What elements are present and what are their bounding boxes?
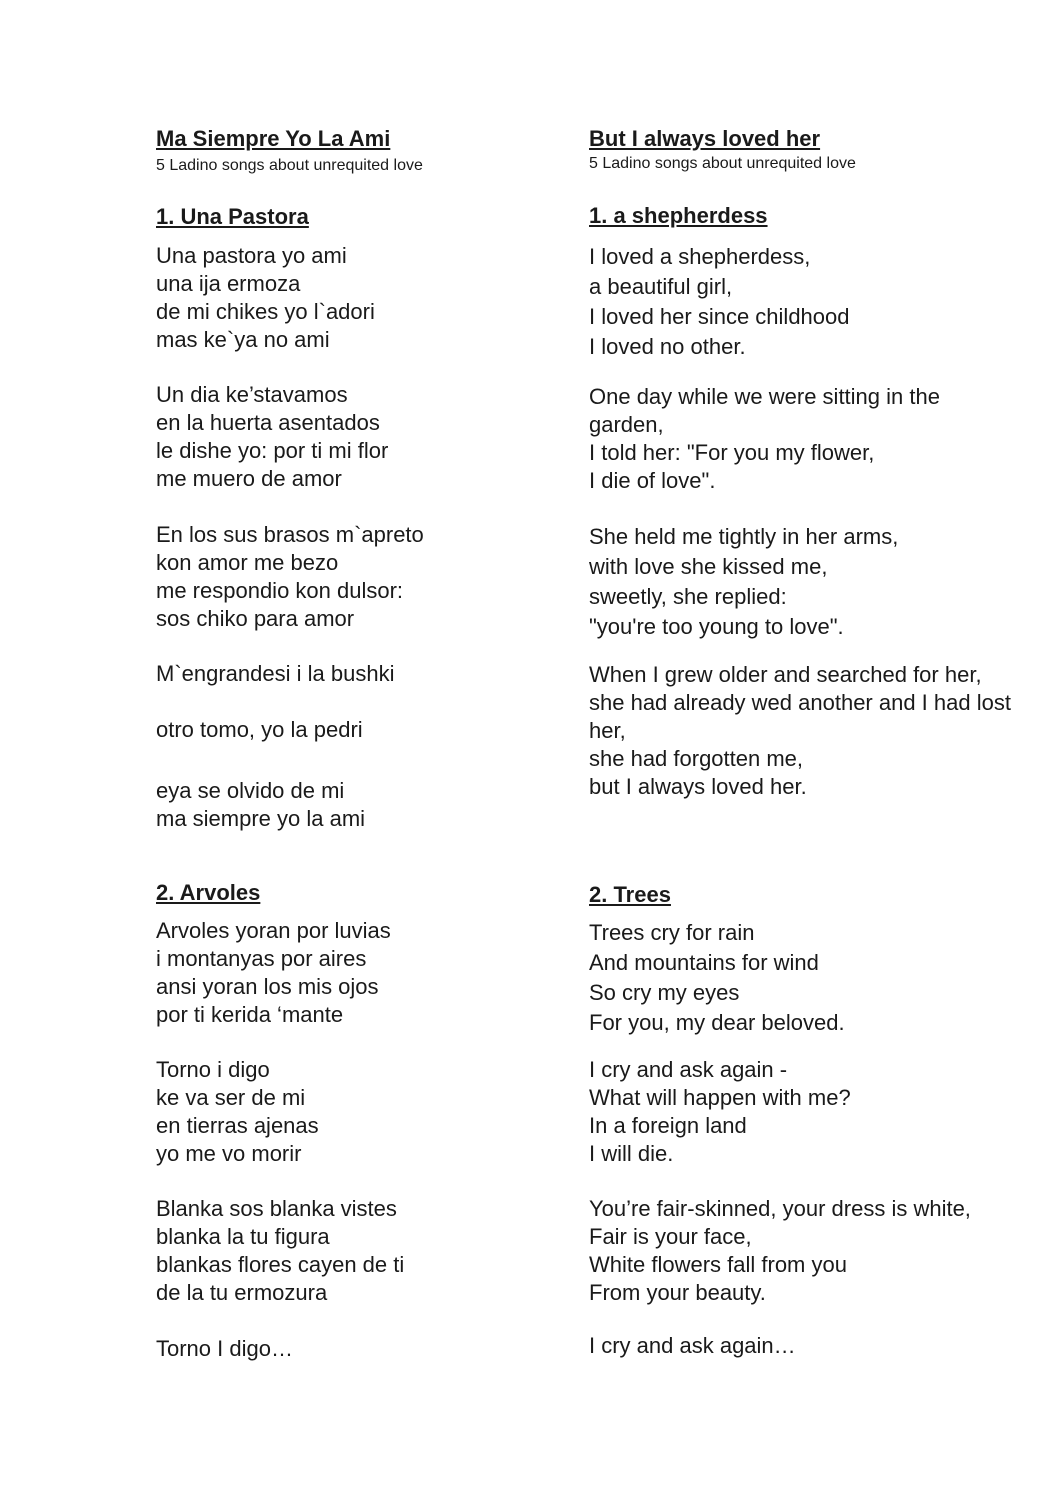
lyric-line: ke va ser de mi	[156, 1085, 306, 1110]
ladino-song2-stanza-3	[156, 1195, 404, 1307]
lyric-line: In a foreign land	[589, 1113, 747, 1138]
ladino-song2-stanza-4	[156, 1335, 293, 1363]
english-song2-stanza-1	[589, 918, 845, 1038]
lyric-line: i montanyas por aires	[156, 946, 367, 971]
lyric-line: sos chiko para amor	[156, 606, 355, 631]
ladino-song1-heading: 1. Una Pastora	[156, 204, 309, 229]
lyric-line: I loved her since childhood	[589, 304, 850, 329]
lyric-line: One day while we were sitting in the garden,	[589, 384, 940, 437]
lyric-line: En los sus brasos m`apreto	[156, 522, 424, 547]
lyric-line: I loved no other.	[589, 334, 746, 359]
lyric-line: she had already wed another and I had lost her,	[589, 690, 1011, 743]
lyric-line: I will die.	[589, 1141, 674, 1166]
lyric-line: Trees cry for rain	[589, 920, 755, 945]
ladino-song1-stanza-2	[156, 381, 388, 493]
lyric-line: kon amor me bezo	[156, 550, 339, 575]
ladino-song1-stanza-6	[156, 777, 365, 833]
ladino-song1-stanza-5	[156, 716, 363, 744]
ladino-song1-stanza-1	[156, 242, 375, 354]
lyric-line: Arvoles yoran por luvias	[156, 918, 391, 943]
lyric-line: When I grew older and searched for her,	[589, 662, 982, 687]
lyric-line: I cry and ask again -	[589, 1057, 788, 1082]
lyric-line: I cry and ask again…	[589, 1333, 796, 1358]
ladino-song2-heading: 2. Arvoles	[156, 880, 261, 905]
lyric-line: de la tu ermozura	[156, 1280, 328, 1305]
english-song2-stanza-2	[589, 1056, 851, 1168]
lyric-line: Torno I digo…	[156, 1336, 293, 1361]
lyric-line: ma siempre yo la ami	[156, 806, 366, 831]
lyric-line: una ija ermoza	[156, 271, 301, 296]
lyric-line: me muero de amor	[156, 466, 342, 491]
lyric-line: de mi chikes yo l`adori	[156, 299, 375, 324]
lyric-line: I told her: "For you my flower,	[589, 440, 875, 465]
english-song1-stanza-3	[589, 522, 898, 642]
lyric-line: a beautiful girl,	[589, 274, 733, 299]
english-title: But I always loved her	[589, 126, 821, 151]
english-song1-stanza-4	[589, 661, 1014, 801]
ladino-song1-stanza-3	[156, 521, 424, 633]
english-song1-heading: 1. a shepherdess	[589, 203, 768, 228]
lyric-line: ansi yoran los mis ojos	[156, 974, 379, 999]
lyric-line: Torno i digo	[156, 1057, 270, 1082]
english-song2-stanza-4	[589, 1331, 796, 1361]
english-song2-stanza-3	[589, 1195, 971, 1307]
ladino-song1-stanza-4	[156, 660, 394, 688]
lyric-line: Un dia ke’stavamos	[156, 382, 348, 407]
english-song1-stanza-1	[589, 242, 850, 362]
lyric-line: with love she kissed me,	[589, 554, 828, 579]
ladino-title: Ma Siempre Yo La Ami	[156, 126, 391, 151]
lyric-line: I loved a shepherdess,	[589, 244, 811, 269]
lyric-line: Una pastora yo ami	[156, 243, 347, 268]
lyric-line: "you're too young to love".	[589, 614, 844, 639]
lyric-line: You’re fair-skinned, your dress is white,	[589, 1196, 971, 1221]
lyric-line: le dishe yo: por ti mi flor	[156, 438, 389, 463]
english-song2-heading: 2. Trees	[589, 882, 671, 907]
lyric-line: yo me vo morir	[156, 1141, 302, 1166]
ladino-song2-stanza-1	[156, 917, 391, 1029]
lyric-line: en la huerta asentados	[156, 410, 380, 435]
lyric-line: What will happen with me?	[589, 1085, 851, 1110]
ladino-song2-stanza-2	[156, 1056, 319, 1168]
lyric-line: From your beauty.	[589, 1280, 766, 1305]
lyric-line: She held me tightly in her arms,	[589, 524, 899, 549]
lyric-line: por ti kerida ‘mante	[156, 1002, 344, 1027]
lyric-line: sweetly, she replied:	[589, 584, 787, 609]
lyric-line: M`engrandesi i la bushki	[156, 661, 395, 686]
lyric-line: mas ke`ya no ami	[156, 327, 330, 352]
lyric-line: White flowers fall from you	[589, 1252, 847, 1277]
english-subtitle: 5 Ladino songs about unrequited love	[589, 155, 856, 172]
lyric-line: otro tomo, yo la pedri	[156, 717, 363, 742]
lyric-line: en tierras ajenas	[156, 1113, 319, 1138]
lyric-line: she had forgotten me,	[589, 746, 804, 771]
lyric-line: me respondio kon dulsor:	[156, 578, 404, 603]
lyric-line: blanka la tu figura	[156, 1224, 330, 1249]
lyric-line: eya se olvido de mi	[156, 778, 345, 803]
lyric-line: blankas flores cayen de ti	[156, 1252, 405, 1277]
ladino-subtitle: 5 Ladino songs about unrequited love	[156, 157, 423, 174]
lyric-line: And mountains for wind	[589, 950, 819, 975]
lyric-line: For you, my dear beloved.	[589, 1010, 845, 1035]
english-song1-stanza-2	[589, 383, 1014, 495]
lyric-line: I die of love".	[589, 468, 716, 493]
lyric-line: Fair is your face,	[589, 1224, 752, 1249]
lyric-line: So cry my eyes	[589, 980, 740, 1005]
lyric-line: but I always loved her.	[589, 774, 807, 799]
lyric-line: Blanka sos blanka vistes	[156, 1196, 397, 1221]
